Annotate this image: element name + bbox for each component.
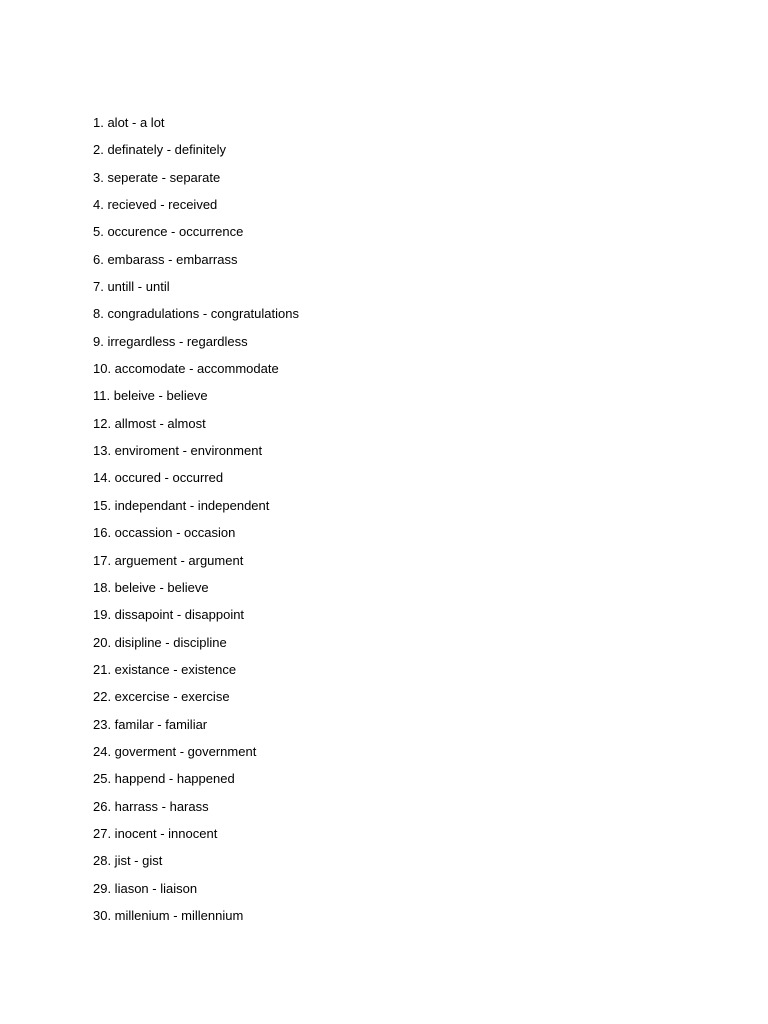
list-item: 19. dissapoint - disappoint (93, 607, 245, 623)
list-item: 25. happend - happened (93, 771, 235, 787)
list-item: 4. recieved - received (93, 197, 218, 213)
list-item: 13. enviroment - environment (93, 443, 263, 459)
list-item: 27. inocent - innocent (93, 825, 218, 841)
list-item: 10. accomodate - accommodate (93, 361, 279, 377)
list-item: 2. definately - definitely (93, 142, 226, 158)
list-item: 28. jist - gist (93, 853, 163, 869)
list-item: 17. arguement - argument (93, 552, 244, 568)
list-item: 29. liason - liaison (93, 880, 198, 896)
list-item: 26. harrass - harass (93, 798, 209, 814)
list-item: 1. alot - a lot (93, 115, 165, 130)
list-item: 14. occured - occurred (93, 470, 224, 486)
list-item: 30. millenium - millennium (93, 907, 244, 923)
list-item: 11. beleive - believe (93, 388, 208, 404)
list-item: 7. untill - until (93, 279, 170, 295)
list-item: 6. embarass - embarrass (93, 251, 238, 267)
list-item: 8. congradulations - congratulations (93, 306, 299, 322)
list-item: 9. irregardless - regardless (93, 333, 248, 349)
list-item: 5. occurence - occurrence (93, 224, 244, 240)
list-item: 3. seperate - separate (93, 169, 221, 185)
list-item: 21. existance - existence (93, 661, 237, 677)
misspelling-list (93, 114, 299, 934)
list-item: 16. occassion - occasion (93, 525, 236, 541)
list-item: 12. allmost - almost (93, 415, 206, 431)
list-item: 18. beleive - believe (93, 579, 209, 595)
list-item: 20. disipline - discipline (93, 634, 227, 650)
list-item: 24. goverment - government (93, 743, 257, 759)
list-item: 22. excercise - exercise (93, 689, 230, 705)
list-item: 23. familar - familiar (93, 716, 208, 732)
list-item: 15. independant - independent (93, 497, 270, 513)
